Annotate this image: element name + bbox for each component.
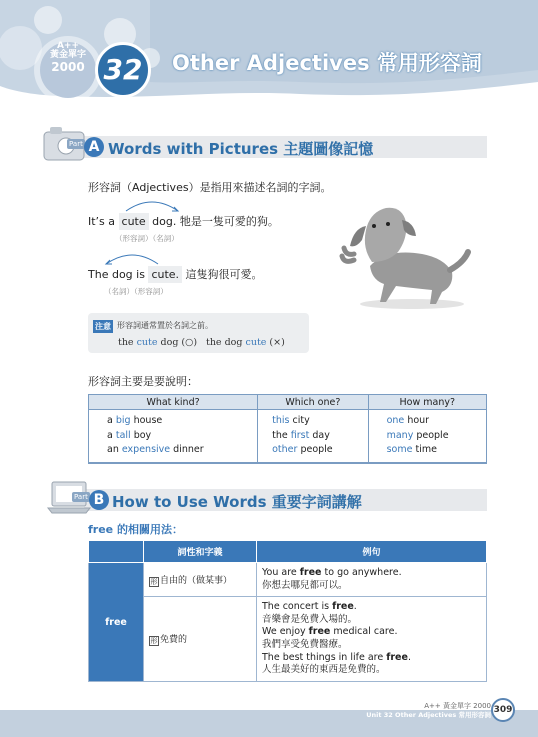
explain-label: 形容詞主要是要說明： <box>88 375 198 388</box>
series-line1: A++ <box>56 41 80 51</box>
example1-labels <box>115 233 179 244</box>
ex-pre: The best things in life are <box>262 651 387 663</box>
cell-adj: first <box>290 429 310 441</box>
ex-post: . <box>353 601 357 613</box>
example-line <box>262 652 481 665</box>
adj-header-kind: What kind? <box>89 395 258 410</box>
series-line3: 2000 <box>51 59 85 74</box>
part-b-letter: B <box>89 490 109 510</box>
cell-adj: big <box>115 415 131 426</box>
cell-post: city <box>292 415 310 426</box>
cell-pre: an <box>107 444 119 455</box>
pos-mark: 形 <box>150 577 158 586</box>
pos-cell <box>144 597 257 682</box>
ex-pre: 音樂會是免費入場的。 <box>262 613 358 625</box>
cell-adj: one <box>386 415 405 426</box>
ex-post: . <box>407 651 411 663</box>
ex-bold: free <box>299 566 322 578</box>
note-tag: 注意 <box>95 322 111 331</box>
example-line <box>262 639 481 652</box>
page-title: Other Adjectives 常用形容詞 <box>172 51 482 75</box>
part-b-tag: Part <box>74 493 88 501</box>
adjective-table <box>88 394 487 464</box>
cell-pre: the <box>272 429 288 441</box>
example-cell <box>257 563 487 597</box>
table-row <box>89 597 487 682</box>
note-example-correct <box>118 337 197 348</box>
example2-sentence <box>88 266 263 283</box>
cell-pre: a <box>107 415 113 426</box>
example-line <box>262 626 481 639</box>
note-correct-post: dog (○) <box>160 337 198 348</box>
adj-header-which: Which one? <box>258 395 368 410</box>
table-row <box>387 443 486 458</box>
example2-pre: The dog is <box>88 268 145 281</box>
example2-labels <box>104 286 168 297</box>
cell-post: people <box>300 444 333 455</box>
example1-post: dog. 牠是一隻可愛的狗。 <box>152 215 279 228</box>
cell-adj: this <box>272 415 290 426</box>
cell-post: hour <box>407 415 430 426</box>
example1-arrow <box>122 199 182 213</box>
cell-pre: a <box>107 429 113 441</box>
example2-arrow <box>102 252 162 266</box>
word-header-blank <box>89 541 144 563</box>
example1-label-adj: （形容詞） <box>115 234 153 243</box>
cell-post: house <box>133 415 163 426</box>
cell-adj: some <box>386 444 413 455</box>
adj-col-many <box>368 410 486 463</box>
note-wrong-adj: cute <box>245 337 267 348</box>
part-a-letter: A <box>84 137 104 157</box>
ex-bold: free <box>308 626 331 638</box>
series-line2: 黃金單字 <box>49 50 86 61</box>
example-line <box>262 601 481 614</box>
word-head-free: free <box>89 563 144 682</box>
part-a-title: Words with Pictures 主題圖像記憶 <box>108 140 374 158</box>
unit-number: 32 <box>95 42 151 98</box>
example1-adj: cute <box>119 213 149 230</box>
example-line <box>262 664 481 677</box>
adj-header-many: How many? <box>368 395 486 410</box>
example1-label-noun: （名詞） <box>152 234 179 243</box>
cell-post: dinner <box>173 444 204 455</box>
pos-cell <box>144 563 257 597</box>
table-row <box>272 414 367 429</box>
ex-bold: free <box>332 601 354 613</box>
note-text: 形容詞通常置於名詞之前。 <box>117 321 213 330</box>
example2-adj: cute. <box>148 266 182 283</box>
example1-pre: It’s a <box>88 215 116 228</box>
cell-adj: many <box>386 429 414 441</box>
ex-pre: The concert is <box>262 601 333 613</box>
pos-meaning: 自由的（做某事） <box>160 575 233 586</box>
word-usage-table <box>88 540 487 682</box>
ex-pre: 人生最美好的東西是免費的。 <box>262 664 386 676</box>
example-line <box>262 614 481 627</box>
example-line <box>262 567 481 580</box>
example2-label-noun: （名詞） <box>104 287 134 296</box>
adj-col-which <box>258 410 368 463</box>
footer-series: A++ 黃金單字 2000 <box>424 702 491 710</box>
note-correct-pre: the <box>118 337 134 348</box>
word-header-pos: 詞性和字義 <box>144 541 257 563</box>
pos-meaning: 免費的 <box>160 635 188 645</box>
cell-adj: other <box>272 444 298 455</box>
table-row <box>387 429 486 444</box>
cell-adj: expensive <box>121 444 171 455</box>
part-b-subtitle: free 的相關用法： <box>88 523 183 536</box>
note-correct-adj: cute <box>136 337 158 348</box>
table-row <box>272 429 367 444</box>
table-row <box>107 443 257 458</box>
table-row <box>387 414 486 429</box>
table-row <box>272 443 367 458</box>
example2-label-adj: （形容詞） <box>134 287 168 296</box>
ex-pre: We enjoy <box>262 626 309 638</box>
dog-illustration <box>332 196 472 311</box>
table-row <box>107 414 257 429</box>
ex-post: medical care. <box>330 626 398 638</box>
part-a-tag: Part <box>69 140 83 148</box>
ex-pre: 我們享受免費醫療。 <box>262 639 348 650</box>
note-box <box>88 313 309 353</box>
example-cell <box>257 597 487 682</box>
intro-text: 形容詞（Adjectives）是指用來描述名詞的字詞。 <box>88 181 332 194</box>
cell-post: people <box>416 429 449 441</box>
adj-col-kind <box>89 410 258 463</box>
example1-sentence <box>88 213 279 230</box>
note-wrong-pre: the dog <box>206 337 243 348</box>
cell-post: day <box>312 429 330 441</box>
cell-post: time <box>415 444 437 455</box>
ex-post: to go anywhere. <box>321 566 402 578</box>
footer-unit: Unit 32 Other Adjectives 常用形容詞 <box>366 711 491 719</box>
example2-post: 這隻狗很可愛。 <box>185 268 263 281</box>
series-badge <box>42 42 94 73</box>
table-row <box>89 563 487 597</box>
example-line <box>262 580 481 593</box>
ex-pre: 你想去哪兒都可以。 <box>262 579 348 591</box>
note-wrong-post: (×) <box>269 337 285 348</box>
cell-post: boy <box>133 429 152 441</box>
ex-pre: You are <box>262 566 300 578</box>
ex-bold: free <box>386 651 408 663</box>
cell-adj: tall <box>115 429 131 441</box>
pos-mark: 形 <box>150 637 158 645</box>
table-row <box>107 429 257 444</box>
note-example-wrong <box>206 337 285 348</box>
part-b-title: How to Use Words 重要字詞講解 <box>112 493 362 511</box>
page-number: 309 <box>491 698 515 722</box>
word-header-example: 例句 <box>257 541 487 563</box>
